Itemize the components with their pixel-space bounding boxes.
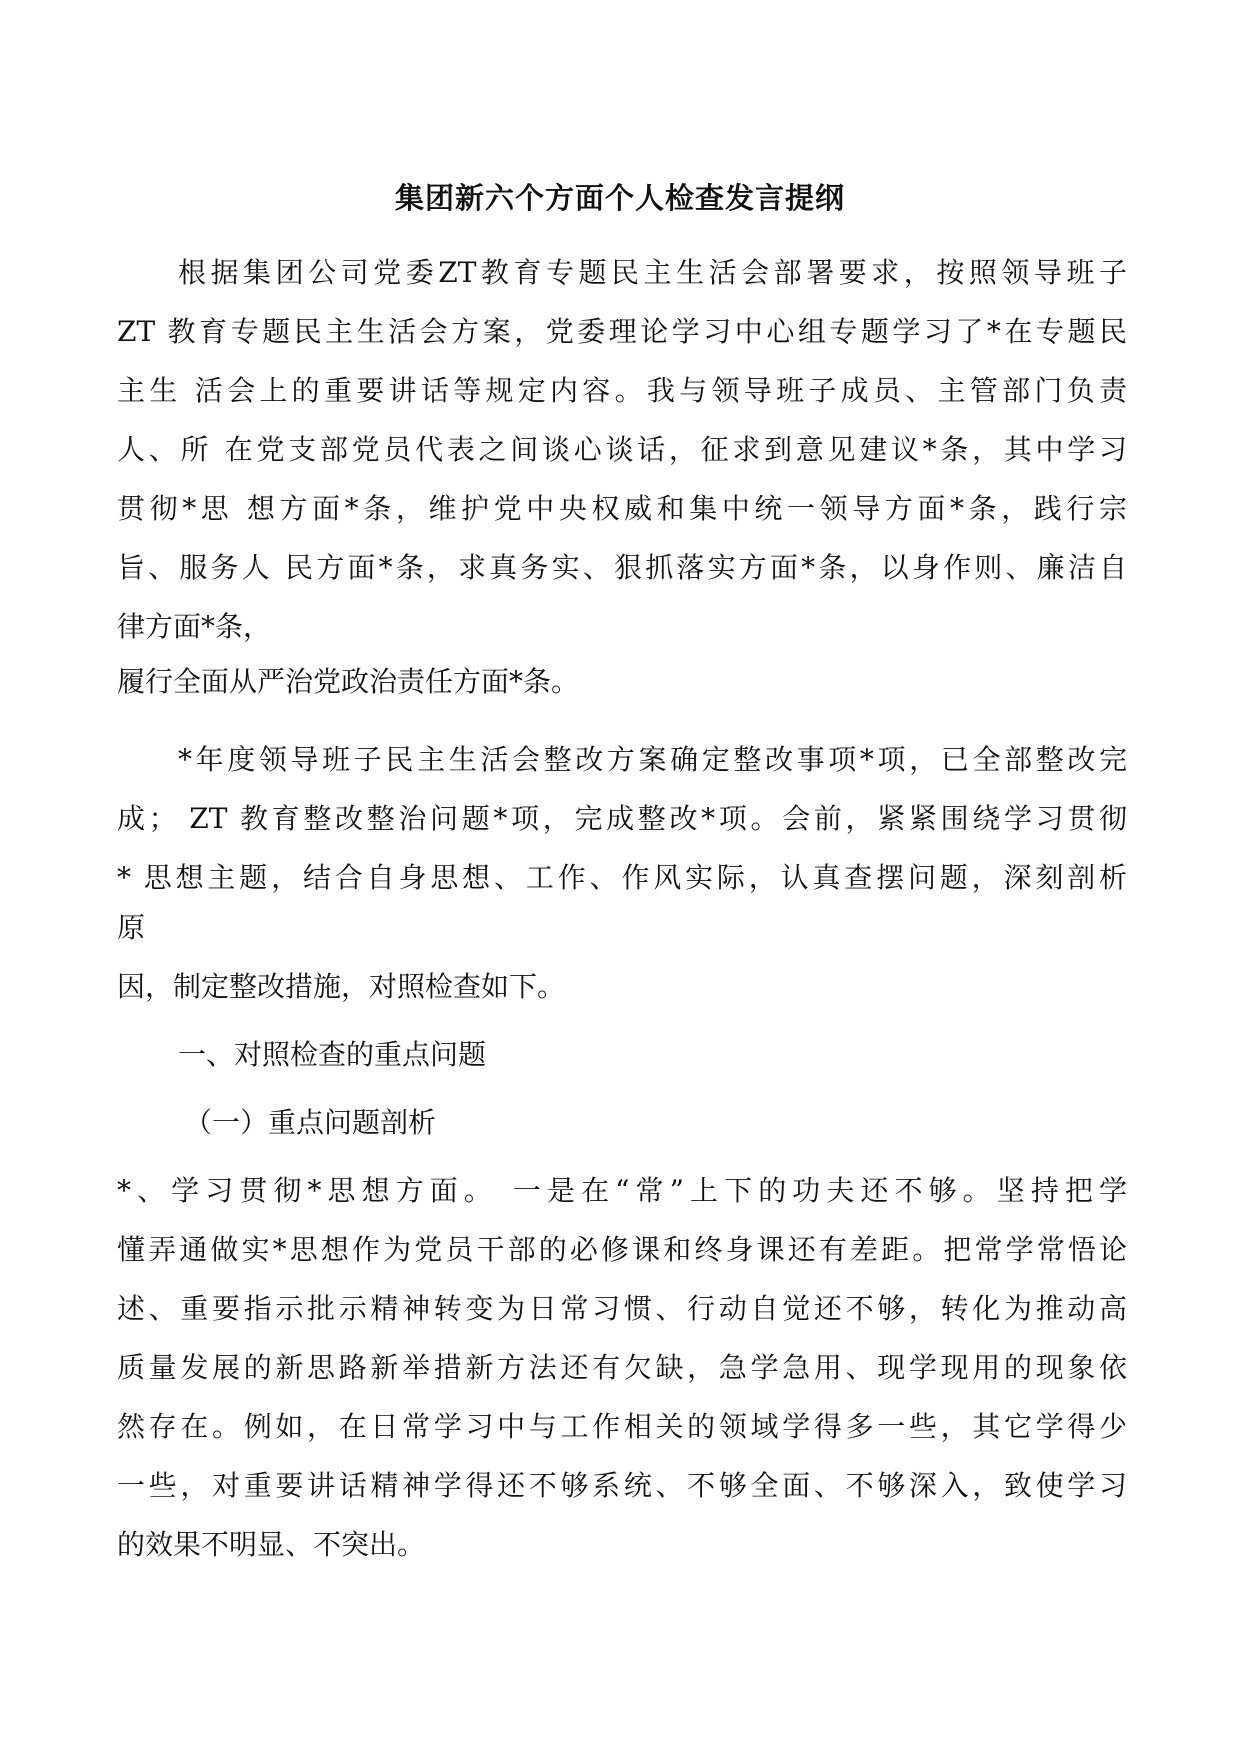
- text-line: 人、所 在党支部党员代表之间谈心谈话，征求到意见建议*条，其中学习: [117, 433, 1127, 466]
- text-line: *年度领导班子民主生活会整改方案确定整改事项*项，已全部整改完: [178, 743, 1127, 776]
- text-line: 质量发展的新思路新举措新方法还有欠缺，急学急用、现学现用的现象依: [117, 1351, 1127, 1384]
- text-line: 主生 活会上的重要讲话等规定内容。我与领导班子成员、主管部门负责: [117, 374, 1127, 407]
- text-line: 因，制定整改措施，对照检查如下。: [117, 970, 566, 1003]
- text-line: 述、重要指示批示精神转变为日常习惯、行动自觉还不够，转化为推动高: [117, 1292, 1127, 1325]
- text-line: 的效果不明显、不突出。: [117, 1528, 426, 1561]
- text-line: 原: [117, 911, 146, 944]
- text-line: 成； ZT 教育整改整治问题*项，完成整改*项。会前，紧紧围绕学习贯彻: [117, 802, 1127, 835]
- text-line: ZT 教育专题民主生活会方案，党委理论学习中心组专题学习了*在专题民: [117, 315, 1127, 348]
- text-line: 然存在。例如，在日常学习中与工作相关的领域学得多一些，其它学得少: [117, 1410, 1127, 1443]
- text-line: 履行全面从严治党政治责任方面*条。: [117, 665, 580, 698]
- text-line: 贯彻*思 想方面*条，维护党中央权威和集中统一领导方面*条，践行宗: [117, 492, 1127, 525]
- text-line: * 思想主题，结合自身思想、工作、作风实际，认真查摆问题，深刻剖析: [117, 861, 1127, 894]
- text-line: 旨、服务人 民方面*条，求真务实、狠抓落实方面*条，以身作则、廉洁自: [117, 551, 1127, 584]
- section-heading: 一、对照检查的重点问题: [178, 1038, 487, 1071]
- text-line: 根据集团公司党委ZT教育专题民主生活会部署要求，按照领导班子: [178, 256, 1127, 289]
- text-line: 懂弄通做实*思想作为党员干部的必修课和终身课还有差距。把常学常悟论: [117, 1233, 1127, 1266]
- subsection-heading: （一）重点问题剖析: [184, 1106, 437, 1139]
- text-line: *、学习贯彻*思想方面。 一是在“常”上下的功夫还不够。坚持把学: [117, 1174, 1127, 1207]
- text-line: 一些，对重要讲话精神学得还不够系统、不够全面、不够深入，致使学习: [117, 1469, 1127, 1502]
- text-line: 律方面*条，: [117, 610, 272, 643]
- document-title: 集团新六个方面个人检查发言提纲: [394, 181, 845, 215]
